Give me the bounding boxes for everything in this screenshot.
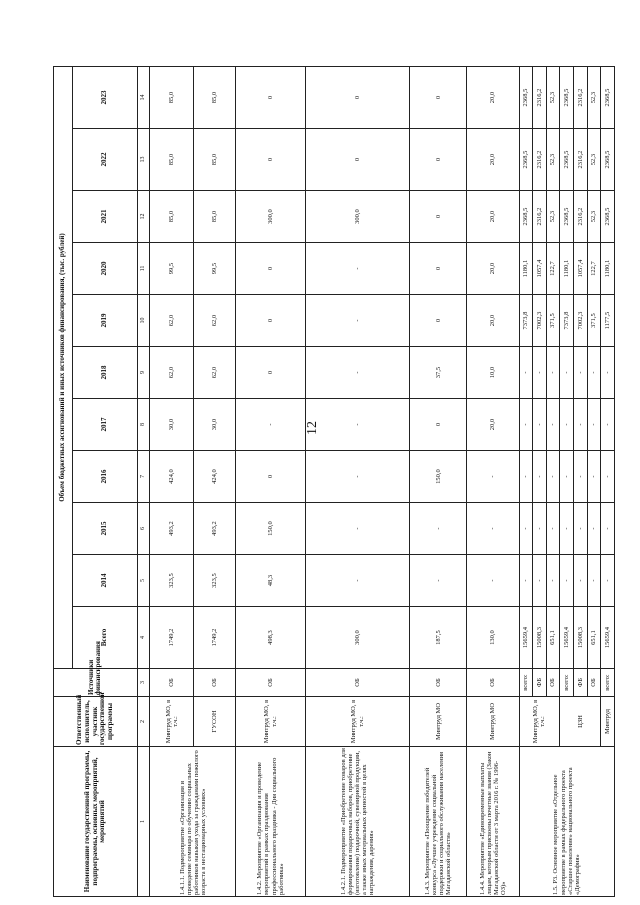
year-header: Всего: [72, 607, 137, 669]
value-cell: 52,3: [546, 129, 560, 191]
value-cell: -: [560, 451, 574, 503]
header-volume: Объем бюджетных ассигнований и иных источников финансирования, (тыс. рублей): [54, 67, 73, 669]
row-executor: ЦЗН: [560, 697, 601, 747]
value-cell: 2316,2: [533, 67, 547, 129]
value-cell: 323,5: [150, 555, 194, 607]
value-cell: 62,0: [194, 295, 236, 347]
value-cell: 0: [236, 347, 305, 399]
value-cell: 20,0: [467, 129, 519, 191]
column-number: 4: [137, 607, 150, 669]
value-cell: 20,0: [467, 399, 519, 451]
column-number: 11: [137, 243, 150, 295]
value-cell: 2316,2: [574, 67, 588, 129]
column-number: 13: [137, 129, 150, 191]
header-name: Наименование государственной программы, подпрограммы, основных мероприятий, мероприятий: [54, 747, 138, 897]
value-cell: 30,0: [150, 399, 194, 451]
column-number: 12: [137, 191, 150, 243]
value-cell: 99,5: [150, 243, 194, 295]
value-cell: 0: [236, 451, 305, 503]
value-cell: 62,0: [194, 347, 236, 399]
value-cell: 52,3: [546, 191, 560, 243]
column-number: 14: [137, 67, 150, 129]
value-cell: 424,0: [150, 451, 194, 503]
value-cell: -: [587, 451, 601, 503]
value-cell: 651,1: [587, 607, 601, 669]
value-cell: -: [305, 555, 410, 607]
value-cell: -: [519, 347, 533, 399]
row-executor: Минтруд МО: [467, 697, 519, 747]
value-cell: 1057,4: [533, 243, 547, 295]
row-source: ОБ: [236, 669, 305, 697]
value-cell: 99,5: [194, 243, 236, 295]
year-header: 2017: [72, 399, 137, 451]
value-cell: 2368,5: [519, 129, 533, 191]
value-cell: -: [601, 451, 615, 503]
value-cell: 187,5: [410, 607, 467, 669]
value-cell: 0: [236, 243, 305, 295]
year-header: 2015: [72, 503, 137, 555]
row-source: ОБ: [467, 669, 519, 697]
row-executor: Минтруд МО, в т.ч.:: [305, 697, 410, 747]
row-source: ОБ: [410, 669, 467, 697]
row-name: 1.4.1.1. Подмероприятие «Организация и проведение семинара по обучению социальных работников навыкам ухода за гражданами пожилого возраста в нестационарных условиях»: [150, 747, 236, 897]
value-cell: -: [546, 399, 560, 451]
value-cell: 52,3: [587, 67, 601, 129]
value-cell: 7002,3: [533, 295, 547, 347]
value-cell: 498,3: [236, 607, 305, 669]
value-cell: 52,3: [587, 191, 601, 243]
value-cell: 2368,5: [560, 129, 574, 191]
value-cell: 130,0: [467, 607, 519, 669]
value-cell: 48,3: [236, 555, 305, 607]
value-cell: 1749,2: [150, 607, 194, 669]
year-header: 2019: [72, 295, 137, 347]
row-name: 1.4.2.1. Подмероприятие «Приобретение товаров для формирования подарочных наборов, приобретение (изготовление) подарочной, сувенирной продукции, а также иных материальных ценностей в целях награждения, дарения»: [305, 747, 410, 897]
value-cell: -: [236, 399, 305, 451]
value-cell: -: [519, 451, 533, 503]
value-cell: 7373,8: [519, 295, 533, 347]
value-cell: 122,7: [587, 243, 601, 295]
value-cell: 300,0: [236, 191, 305, 243]
row-name: 1.4.4. Мероприятие «Единовременные выплаты лицам, которым присвоены почетные звания (Закон Магаданской области от 3 марта 2016 г. № 1996-ОЗ)»: [467, 747, 519, 897]
value-cell: 85,0: [194, 191, 236, 243]
value-cell: -: [587, 503, 601, 555]
row-source: ОБ: [194, 669, 236, 697]
value-cell: 2368,5: [601, 67, 615, 129]
value-cell: 85,0: [150, 67, 194, 129]
column-number: 3: [137, 669, 150, 697]
value-cell: 7002,3: [574, 295, 588, 347]
value-cell: -: [305, 503, 410, 555]
row-source: всего:: [601, 669, 615, 697]
value-cell: -: [587, 399, 601, 451]
year-header: 2014: [72, 555, 137, 607]
value-cell: 85,0: [150, 191, 194, 243]
value-cell: 10,0: [467, 347, 519, 399]
row-source: ФБ: [574, 669, 588, 697]
value-cell: 0: [236, 67, 305, 129]
value-cell: 15659,4: [560, 607, 574, 669]
value-cell: -: [533, 347, 547, 399]
value-cell: 7373,8: [560, 295, 574, 347]
value-cell: -: [574, 555, 588, 607]
year-header: 2018: [72, 347, 137, 399]
header-source: Источники финансирования: [54, 669, 138, 697]
row-source: всего:: [519, 669, 533, 697]
value-cell: 122,7: [546, 243, 560, 295]
value-cell: -: [467, 555, 519, 607]
value-cell: 1177,5: [601, 295, 615, 347]
value-cell: 20,0: [467, 191, 519, 243]
value-cell: 1180,1: [519, 243, 533, 295]
budget-table-container: [53, 67, 615, 897]
column-number: 7: [137, 451, 150, 503]
row-source: ОБ: [305, 669, 410, 697]
value-cell: 2368,5: [560, 67, 574, 129]
value-cell: 371,5: [546, 295, 560, 347]
value-cell: -: [601, 347, 615, 399]
row-executor: Минтруд МО: [410, 697, 467, 747]
value-cell: 0: [410, 129, 467, 191]
column-number: 2: [137, 697, 150, 747]
value-cell: 2316,2: [574, 191, 588, 243]
value-cell: -: [533, 399, 547, 451]
value-cell: -: [546, 347, 560, 399]
value-cell: 2368,5: [601, 129, 615, 191]
value-cell: 0: [410, 191, 467, 243]
value-cell: -: [467, 451, 519, 503]
value-cell: -: [546, 555, 560, 607]
value-cell: -: [601, 399, 615, 451]
value-cell: -: [601, 503, 615, 555]
budget-table: [53, 66, 615, 897]
value-cell: -: [305, 451, 410, 503]
value-cell: 2316,2: [574, 129, 588, 191]
value-cell: 15659,4: [519, 607, 533, 669]
value-cell: -: [587, 347, 601, 399]
value-cell: 424,0: [194, 451, 236, 503]
value-cell: 1180,1: [601, 243, 615, 295]
column-number: 10: [137, 295, 150, 347]
row-name: 1.5. Р3. Основное мероприятие «Отдельное мероприятие в рамках федерального проекта «Старшее поколение» национального проекта «Демография»: [519, 747, 615, 897]
value-cell: 52,3: [587, 129, 601, 191]
value-cell: 85,0: [194, 67, 236, 129]
row-name: 1.4.3. Мероприятие «Поощрение победителей конкурса «Лучшее учреждение социальной поддержки и социального обслуживания населения Магаданской области»: [410, 747, 467, 897]
row-executor: Минтруд МО, в т.ч.:: [236, 697, 305, 747]
column-number: 6: [137, 503, 150, 555]
value-cell: 0: [410, 399, 467, 451]
value-cell: 0: [236, 129, 305, 191]
row-source: ОБ: [150, 669, 194, 697]
row-executor: Минтруд МО, в т.ч.:: [519, 697, 560, 747]
value-cell: -: [305, 399, 410, 451]
column-number: 8: [137, 399, 150, 451]
value-cell: 323,5: [194, 555, 236, 607]
column-number: 9: [137, 347, 150, 399]
value-cell: 62,0: [150, 347, 194, 399]
value-cell: -: [574, 399, 588, 451]
value-cell: -: [574, 503, 588, 555]
value-cell: 52,3: [546, 67, 560, 129]
value-cell: -: [305, 243, 410, 295]
value-cell: -: [601, 555, 615, 607]
row-source: ОБ: [587, 669, 601, 697]
value-cell: 0: [410, 67, 467, 129]
value-cell: -: [410, 555, 467, 607]
row-source: всего:: [560, 669, 574, 697]
column-number: 1: [137, 747, 150, 897]
value-cell: -: [587, 555, 601, 607]
value-cell: 37,5: [410, 347, 467, 399]
value-cell: 20,0: [467, 295, 519, 347]
value-cell: 493,2: [150, 503, 194, 555]
value-cell: -: [546, 503, 560, 555]
value-cell: 2368,5: [519, 67, 533, 129]
value-cell: -: [519, 503, 533, 555]
value-cell: -: [533, 555, 547, 607]
value-cell: 0: [410, 295, 467, 347]
value-cell: 2368,5: [601, 191, 615, 243]
value-cell: -: [410, 503, 467, 555]
value-cell: 0: [305, 67, 410, 129]
value-cell: 2316,2: [533, 191, 547, 243]
value-cell: 0: [305, 129, 410, 191]
value-cell: -: [560, 503, 574, 555]
year-header: 2023: [72, 67, 137, 129]
value-cell: 0: [236, 295, 305, 347]
value-cell: 1180,1: [560, 243, 574, 295]
value-cell: 300,0: [305, 607, 410, 669]
value-cell: 2316,2: [533, 129, 547, 191]
value-cell: 2368,5: [560, 191, 574, 243]
row-name: 1.4.2. Мероприятие «Организация и проведение мероприятий в рамках празднования профессионального праздника - Дня социального работника»: [236, 747, 305, 897]
value-cell: -: [305, 295, 410, 347]
value-cell: 30,0: [194, 399, 236, 451]
value-cell: 493,2: [194, 503, 236, 555]
row-executor: Минтруд МО, в т.ч.:: [150, 697, 194, 747]
value-cell: 20,0: [467, 243, 519, 295]
value-cell: 300,0: [305, 191, 410, 243]
year-header: 2020: [72, 243, 137, 295]
value-cell: -: [574, 347, 588, 399]
value-cell: -: [560, 347, 574, 399]
value-cell: 150,0: [236, 503, 305, 555]
year-header: 2021: [72, 191, 137, 243]
value-cell: -: [560, 399, 574, 451]
value-cell: 1749,2: [194, 607, 236, 669]
column-number: 5: [137, 555, 150, 607]
value-cell: 0: [410, 243, 467, 295]
value-cell: 85,0: [150, 129, 194, 191]
value-cell: 1057,4: [574, 243, 588, 295]
value-cell: -: [533, 451, 547, 503]
row-source: ОБ: [546, 669, 560, 697]
value-cell: 15008,3: [533, 607, 547, 669]
value-cell: -: [574, 451, 588, 503]
row-executor: Минтруд: [601, 697, 615, 747]
value-cell: -: [533, 503, 547, 555]
year-header: 2016: [72, 451, 137, 503]
year-header: 2022: [72, 129, 137, 191]
value-cell: -: [467, 503, 519, 555]
value-cell: 20,0: [467, 67, 519, 129]
row-executor: ГУСОН: [194, 697, 236, 747]
value-cell: 62,0: [150, 295, 194, 347]
value-cell: 371,5: [587, 295, 601, 347]
value-cell: -: [305, 347, 410, 399]
value-cell: -: [560, 555, 574, 607]
value-cell: 2368,5: [519, 191, 533, 243]
value-cell: -: [519, 399, 533, 451]
row-source: ФБ: [533, 669, 547, 697]
value-cell: -: [546, 451, 560, 503]
value-cell: 15659,4: [601, 607, 615, 669]
value-cell: 15008,3: [574, 607, 588, 669]
page-number: 12: [305, 421, 320, 435]
value-cell: 85,0: [194, 129, 236, 191]
header-executor: Ответственный исполнитель, участник государственной программы: [54, 697, 138, 747]
value-cell: 651,1: [546, 607, 560, 669]
value-cell: -: [519, 555, 533, 607]
value-cell: 150,0: [410, 451, 467, 503]
